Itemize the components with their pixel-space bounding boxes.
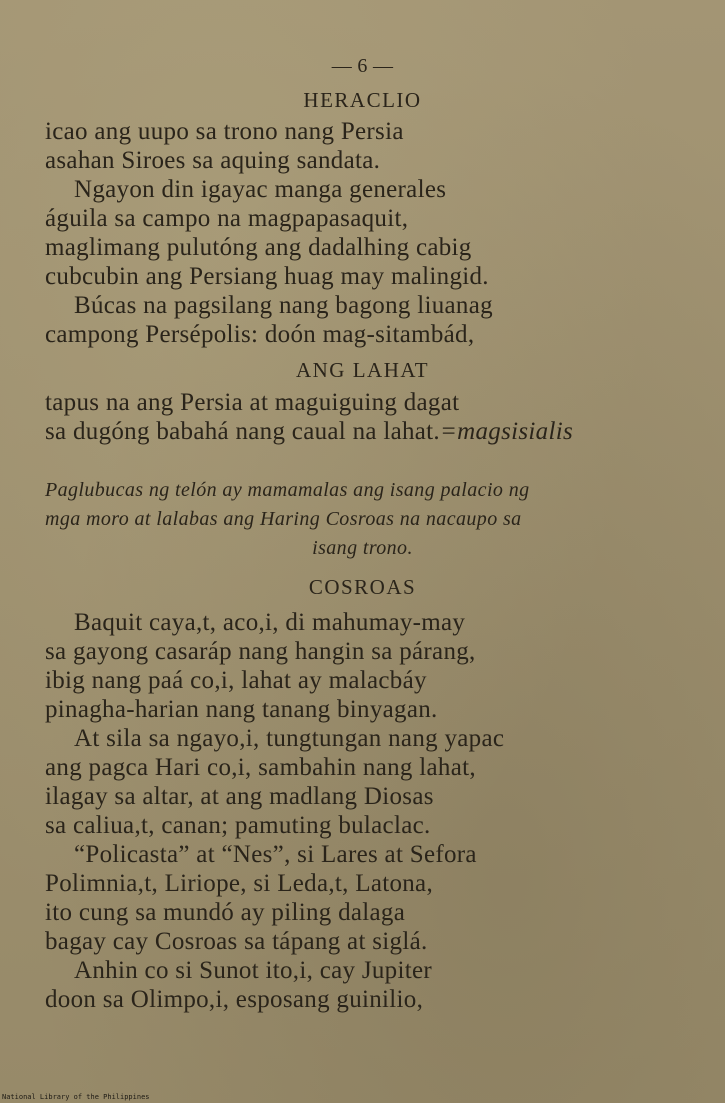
verse-line: pinagha-harian nang tanang binyagan. bbox=[45, 696, 438, 723]
verse-line: “Policasta” at “Nes”, si Lares at Sefora bbox=[74, 841, 477, 868]
verse-line: sa gayong casaráp nang hangin sa párang, bbox=[45, 638, 476, 665]
speaker-ang-lahat: ANG LAHAT bbox=[295, 358, 430, 382]
verse-line: tapus na ang Persia at maguiguing dagat bbox=[45, 389, 460, 416]
verse-line: bagay cay Cosroas sa tápang at siglá. bbox=[45, 928, 428, 955]
speaker-heraclio: HERACLIO bbox=[303, 88, 422, 112]
verse-line: ito cung sa mundó ay piling dalaga bbox=[45, 899, 406, 926]
verse-line: doon sa Olimpo,i, esposang guinilio, bbox=[45, 986, 424, 1013]
library-watermark: National Library of the Philippines bbox=[2, 1093, 150, 1101]
stage-direction-line: isang trono. bbox=[312, 537, 413, 559]
verse-line: campong Persépolis: doón mag-sitambád, bbox=[45, 321, 475, 348]
verse-line: Baquit caya,t, aco,i, di mahumay-may bbox=[74, 609, 466, 636]
verse-line: sa caliua,t, canan; pamuting bulaclac. bbox=[45, 812, 431, 839]
verse-line: asahan Siroes sa aquing sandata. bbox=[45, 147, 381, 174]
verse-line: ang pagca Hari co,i, sambahin nang lahat, bbox=[45, 754, 476, 781]
verse-line: icao ang uupo sa trono nang Persia bbox=[45, 118, 404, 145]
page-number: — 6 — bbox=[331, 55, 394, 77]
verse-line: maglimang pulutóng ang dadalhing cabig bbox=[45, 234, 472, 261]
verse-line: cubcubin ang Persiang huag may malingid. bbox=[45, 263, 489, 290]
verse-line: Ngayon din igayac manga generales bbox=[74, 176, 447, 203]
verse-line: Búcas na pagsilang nang bagong liuanag bbox=[74, 292, 493, 319]
verse-line: águila sa campo na magpapasaquit, bbox=[45, 205, 409, 232]
verse-line-with-cue bbox=[45, 418, 573, 446]
verse-line: ilagay sa altar, at ang madlang Diosas bbox=[45, 783, 434, 810]
verse-line: Anhin co si Sunot ito,i, cay Jupiter bbox=[74, 957, 432, 984]
exit-cue: =magsisialis bbox=[439, 418, 573, 445]
verse-line: At sila sa ngayo,i, tungtungan nang yapac bbox=[74, 725, 505, 752]
stage-direction-line: mga moro at lalabas ang Haring Cosroas na nacaupo sa bbox=[45, 508, 522, 530]
verse-line: Polimnia,t, Liriope, si Leda,t, Latona, bbox=[45, 870, 434, 897]
verse-text: sa dugóng babahá nang caual na lahat. bbox=[45, 418, 440, 445]
verse-line: ibig nang paá co,i, lahat ay malacbáy bbox=[45, 667, 427, 694]
speaker-cosroas: COSROAS bbox=[308, 575, 417, 599]
stage-direction-line: Paglubucas ng telón ay mamamalas ang isang palacio ng bbox=[45, 479, 530, 501]
